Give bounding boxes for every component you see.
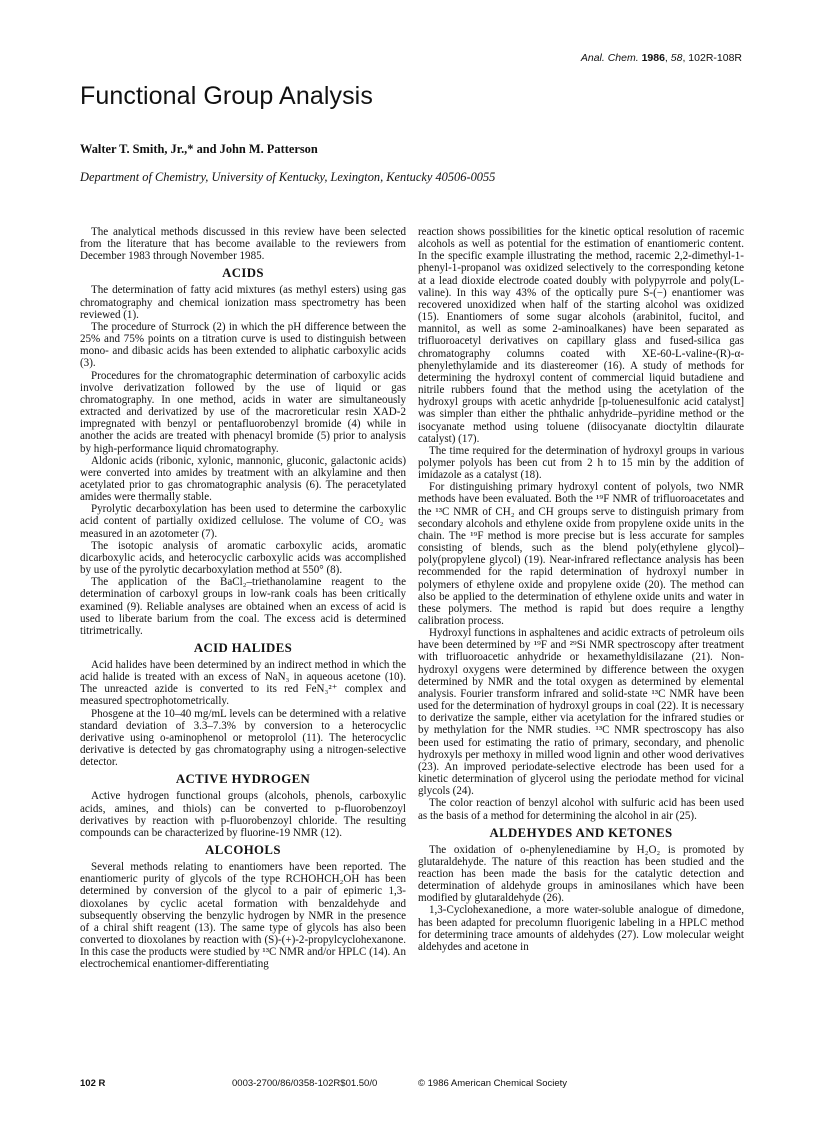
paragraph: Hydroxyl functions in asphaltenes and acidic extracts of petroleum oils have been determined by ¹⁹F and ²⁹Si NMR spectroscopy after treatment with trifluoroacetic anhydride or hexamethyldisilazane (21). Non-hydroxyl oxygens were determined by difference between the oxygen determined by NMR and the total oxygen as determined by elemental analysis. Fourier transform infrared and solid-state ¹³C NMR have been used for the determination of hydroxyl groups in coal (22). It is necessary to derivatize the sample, either via acetylation for the infrared studies or by methylation for the NMR studies. ¹³C NMR spectroscopy has also been used for estimating the ratio of primary, secondary, and phenolic hydroxyls per methoxy in milled wood lignin and other wood derivatives (23). An improved periodate-selective electrode has been used for a kinetic determination of glycerol using the periodate method for vicinal glycols (24).: [418, 627, 744, 798]
article-affiliation: Department of Chemistry, University of Kentucky, Lexington, Kentucky 40506-0055: [80, 170, 496, 184]
copyright: © 1986 American Chemical Society: [418, 1078, 568, 1089]
paragraph: 1,3-Cyclohexanedione, a more water-soluble analogue of dimedone, has been adapted for precolumn fluorigenic labeling in a HPLC method for determining trace amounts of aldehydes (27). Low molecular weight aldehydes and acetone in: [418, 904, 744, 953]
paragraph: For distinguishing primary hydroxyl content of polyols, two NMR methods have been evaluated. Both the ¹⁹F NMR of trifluoroacetates and the ¹³C NMR of CH₂ and CH groups serve to distinguish primary from secondary alcohols and ethylene oxide from propylene oxide units in the chain. The ¹⁹F method is more precise but is less accurate for samples consisting of blends, such as the blend poly(ethylene glycol)–poly(propylene glycol) (19). Near-infrared reflectance analysis has been recommended for the rapid determination of hydroxyl number in polymers of ethylene oxide and propylene oxide (20). The method can also be applied to the determination of ethylene oxide units and water in these polymers. The method is rapid but does require a lengthy calibration process.: [418, 481, 744, 627]
running-header: Anal. Chem. 1986, 58, 102R-108R: [580, 52, 742, 64]
section-heading-acids: ACIDS: [222, 266, 264, 281]
paragraph: The time required for the determination of hydroxyl groups in various polymer polyols has been cut from 2 h to 15 min by the addition of imidazole as a catalyst (18).: [418, 444, 744, 482]
article-authors: Walter T. Smith, Jr.,* and John M. Patterson: [80, 142, 318, 156]
paragraph-intro: The analytical methods discussed in this review have been selected from the literature that has become available to the reviewers from December 1983 through November 1985.: [80, 226, 406, 263]
paragraph-continued: reaction shows possibilities for the kinetic optical resolution of racemic alcohols as well as potential for the estimation of enantiomeric content. In the specific example illustrating the method, racemic 2,2-dimethyl-1-phenyl-1-propanol was oxidized selectively to the corresponding ketone at a lead dioxide electrode coated doubly with polypyrrole and poly(L-valine). In this way 43% of the optically pure S-(−) enantiomer was recovered unoxidized when half of the starting alcohol was oxidized (15). Enantiomers of some sugar alcohols (arabinitol, fucitol, and mannitol, as well as some 2-aminoalkanes) have been separated as trifluoroacetyl derivatives on capillary glass and fused-silica gas chromatography columns coated with XE-60-L-valine-(R)-α-phenylethylamide and its diastereomer (16). A study of methods for determining the hydroxyl content of commercial liquid butadiene and nitrile rubbers found that the method using the acetylation of the hydroxyl groups with acetic anhydride [p-toluenesulfonic acid catalyst] was simpler than either the phthalic anhydride–pyridine method or the isocyanate method using toluene (diisocyanate dioctyltin dilaurate catalyst) (17).: [418, 226, 744, 445]
paragraph: The determination of fatty acid mixtures (as methyl esters) using gas chromatography and chemical ionization mass spectrometry has been reviewed (1).: [80, 284, 406, 321]
paragraph: Several methods relating to enantiomers have been reported. The enantiomeric purity of glycols of the type RCHOHCH₂OH has been determined by conversion of the glycol to a pair of epimeric 1,3-dioxolanes by cyclic acetal formation with benzaldehyde and subsequently observing the benzylic hydrogen by NMR in the presence of a chiral shift reagent (13). The same type of glycols has also been converted to dioxolanes by reaction with (S)-(+)-2-propylcyclohexanone. In this case the products were studied by ¹³C NMR and/or HPLC (14). An electrochemical enantiomer-differentiating: [80, 861, 406, 971]
paragraph: Active hydrogen functional groups (alcohols, phenols, carboxylic acids, amines, and thiols) can be converted to p-fluorobenzoyl derivatives by reaction with p-fluorobenzoyl chloride. The resulting compounds can be characterized by fluorine-19 NMR (12).: [80, 790, 406, 839]
paragraph: Phosgene at the 10–40 mg/mL levels can be determined with a relative standard deviation of 3.3–7.3% by conversion to a heterocyclic derivative using o-aminophenol or metoprolol (11). The heterocyclic derivative is detected by gas chromatography using a nitrogen-selective detector.: [80, 707, 406, 769]
journal-volume: 58: [670, 52, 683, 64]
right-column: [418, 226, 744, 953]
section-heading-alcohols: ALCOHOLS: [205, 843, 281, 858]
section-heading-active-hydrogen: ACTIVE HYDROGEN: [175, 772, 311, 787]
paragraph: The isotopic analysis of aromatic carboxylic acids, aromatic dicarboxylic acids, and heterocyclic carboxylic acids was accomplished by use of the pyrolytic decarboxylation method at 550° (8).: [80, 539, 406, 577]
paragraph: The color reaction of benzyl alcohol with sulfuric acid has been used as the basis of a method for determining the alcohol in air (25).: [418, 797, 744, 822]
journal-year: 1986: [641, 52, 665, 64]
paragraph: Acid halides have been determined by an indirect method in which the acid halide is treated with an excess of NaN₃ in aqueous acetone (10). The unreacted azide is converted to its red FeN₃²⁺ complex and measured spectrophotometrically.: [80, 659, 406, 708]
journal-name: Anal. Chem.: [580, 52, 639, 64]
paragraph: The oxidation of o-phenylenediamine by H₂O₂ is promoted by glutaraldehyde. The nature of this reaction has been studied and the reaction has been made the basis for the catalytic detection and determination of aldehyde groups in aminosilanes which have been modified by glutaraldehyde (26).: [418, 843, 744, 905]
journal-pages: 102R-108R: [688, 52, 742, 64]
section-heading-aldehydes-ketones: ALDEHYDES AND KETONES: [489, 825, 673, 840]
section-heading-acid-halides: ACID HALIDES: [193, 641, 293, 655]
paragraph: The application of the BaCl₂–triethanolamine reagent to the determination of carboxyl groups in low-rank coals has been critically examined (9). Reliable analyses are obtained when an excess of acid is used to liberate barium from the coal. The excess acid is determined titrimetrically.: [80, 576, 406, 637]
paragraph: Procedures for the chromatographic determination of carboxylic acids involve derivatization followed by the use of liquid or gas chromatography. In one method, acids in water are simultaneously extracted and derivatized by use of the macroreticular resin XAD-2 impregnated with benzyl or pentafluorobenzyl bromide (4) while in another the acids are treated with phenacyl bromide (5) prior to analysis by high-performance liquid chromatography.: [80, 369, 406, 455]
left-column: [80, 226, 406, 970]
article-title: Functional Group Analysis: [80, 82, 373, 110]
paragraph: The procedure of Sturrock (2) in which the pH difference between the 25% and 75% points on a titration curve is used to distinguish between mono- and dibasic acids has been extended to aliphatic carboxylic acids (3).: [80, 320, 406, 370]
page-number: 102 R: [80, 1078, 106, 1089]
paragraph: Pyrolytic decarboxylation has been used to determine the carboxylic acid content of partially oxidized cellulose. The volume of CO₂ was measured in an azotometer (7).: [80, 503, 406, 540]
paragraph: Aldonic acids (ribonic, xylonic, mannonic, gluconic, galactonic acids) were converted into amides by treatment with an alkylamine and then acetylated prior to gas chromatographic analysis (6). The peracetylated amides were thermally stable.: [80, 454, 406, 504]
article-code: 0003-2700/86/0358-102R$01.50/0: [232, 1078, 378, 1089]
